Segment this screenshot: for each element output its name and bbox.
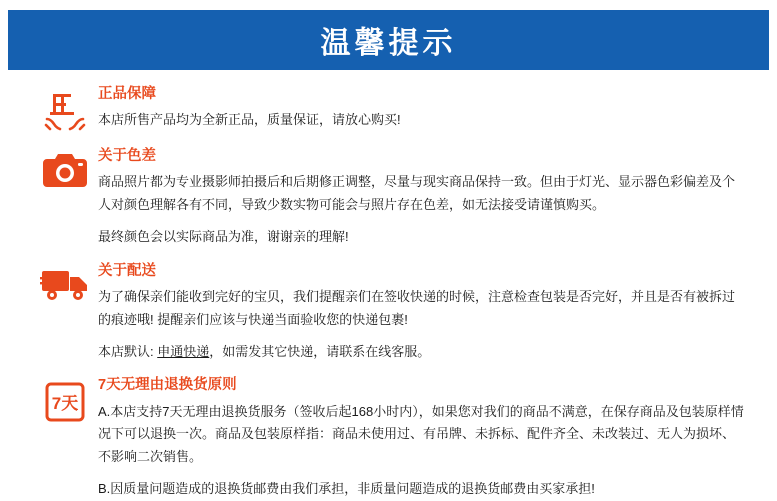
section-text: [96, 263, 747, 364]
section-line: B.因质量问题造成的退换货邮费由我们承担，非质量问题造成的退换货邮费由买家承担!: [98, 480, 595, 496]
page-title: 温馨提示: [320, 27, 457, 60]
truck-icon: [40, 265, 90, 303]
section-body: [98, 171, 747, 248]
section-delivery: [34, 263, 747, 364]
section-body: [98, 286, 747, 363]
section-text: [96, 377, 747, 500]
section-seven-day-return: [34, 377, 747, 500]
express-company-link[interactable]: 申通快递: [157, 343, 210, 359]
section-line: 为了确保亲们能收到完好的宝贝，我们提醒亲们在签收快递的时候，注意检查包装是否完好，并且是否有被拆过的痕迹哦! 提醒亲们应该与快递当面验收您的快递包裹!: [98, 289, 736, 327]
delivery-prefix: 本店默认:: [98, 343, 158, 359]
section-body: [98, 109, 747, 132]
delivery-suffix: ，如需发其它快递，请联系在线客服。: [209, 343, 431, 359]
section-line: A.本店支持7天无理由退换货服务（签收后起168小时内），如果您对我们的商品不满意，在保存商品及包装原样情况下可以退换一次。商品及包装原样指：商品未使用过、有吊牌、未拆标、配件齐全、未改装过、无人为损坏、不影响二次销售。: [98, 403, 744, 465]
page-banner: [8, 10, 769, 70]
section-color-difference: [34, 148, 747, 249]
icon-container: [34, 148, 96, 190]
icon-container: [34, 377, 96, 425]
sections-container: [8, 70, 769, 501]
camera-icon: [42, 150, 88, 190]
section-line: 本店所售产品均为全新正品，质量保证，请放心购买!: [98, 112, 401, 128]
svg-text:7天: 7天: [51, 394, 79, 414]
section-text: [96, 148, 747, 249]
section-title: 关于色差: [98, 148, 156, 164]
icon-container: [34, 263, 96, 303]
icon-container: [34, 86, 96, 134]
section-body: [98, 401, 747, 501]
section-text: [96, 86, 747, 132]
section-line: 最终颜色会以实际商品为准，谢谢亲的理解!: [98, 228, 349, 244]
section-line-delivery-company: [98, 341, 747, 364]
seven-day-return-icon: [42, 379, 88, 425]
zhengpin-hands-icon: [42, 88, 88, 134]
section-line: 商品照片都为专业摄影师拍摄后和后期修正调整，尽量与现实商品保持一致。但由于灯光、显示器色彩偏差及个人对颜色理解各有不同，导致少数实物可能会与照片存在色差，如无法接受请谨慎购买。: [98, 174, 736, 213]
section-title: 关于配送: [98, 262, 156, 279]
section-zhengpin: [34, 86, 747, 134]
section-title: 7天无理由退换货原则: [98, 377, 237, 394]
section-title: 正品保障: [98, 86, 156, 102]
